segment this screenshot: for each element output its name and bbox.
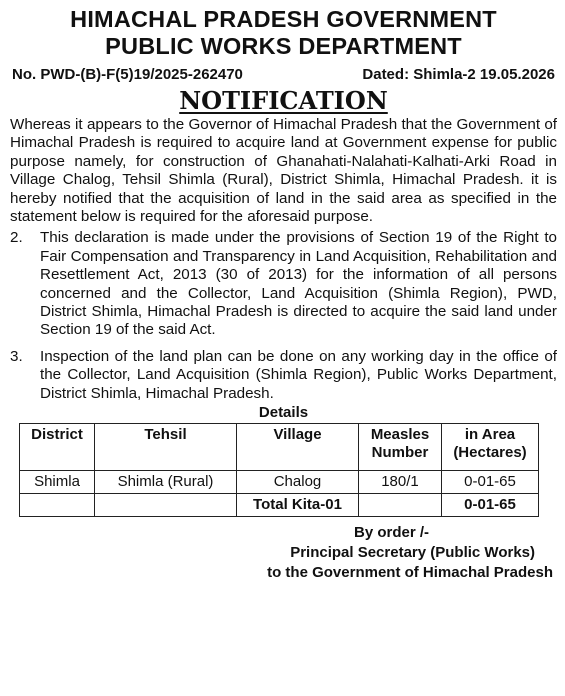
cell-area: 0-01-65 [442,471,539,494]
col-district: District [20,424,95,471]
notification-heading [10,87,557,115]
total-area: 0-01-65 [442,494,539,517]
paragraph-3-text: Inspection of the land plan can be done on any working day in the office of the Collector, Land Acquisition (Shimla Region), Public Works Department, District Shimla, Himachal Pradesh. [40,347,557,402]
cell-empty [359,494,442,517]
col-area: in Area (Hectares) [442,424,539,471]
table-total-row [20,494,539,517]
signature-block [10,523,557,583]
cell-empty [20,494,95,517]
paragraph-1: Whereas it appears to the Governor of Himachal Pradesh that the Government of Himachal Pradesh is required to acquire land at Government expense for public purpose namely, for construction of Ghanahati-Nalahati-Kalhati-Arki Road in Village Chalog, Tehsil Shimla (Rural), District Shimla, Himachal Pradesh. it is hereby notified that the acquisition of land in the said area as specified in the statement below is required for the aforesaid purpose. [10,116,557,226]
reference-number: No. PWD-(B)-F(5)19/2025-262470 [12,66,243,83]
total-label: Total Kita-01 [237,494,359,517]
details-heading: Details [258,404,309,422]
table-header-row [20,424,539,471]
cell-village: Chalog [237,471,359,494]
cell-district: Shimla [20,471,95,494]
paragraph-2-text: This declaration is made under the provisions of Section 19 of the Right to Fair Compensation and Transparency in Land Acquisition, Rehabilitation and Resettlement Act, 2013 (30 of 2013) for the information of all persons concerned and the Collector, Land Acquisition (Shimla Region), PWD, District Shimla, Himachal Pradesh is directed to acquire the said land under Section 19 of the said Act. [40,229,557,339]
by-order: By order /- [353,524,429,542]
paragraph-2 [10,229,557,339]
col-measles-number: Measles Number [359,424,442,471]
notification-title: NOTIFICATION [179,86,388,115]
cell-empty [95,494,237,517]
department-title: PUBLIC WORKS DEPARTMENT [105,33,462,59]
paragraph-3 [10,348,557,403]
signatory-org: to the Government of Himachal Pradesh [267,564,553,582]
dated-text: Dated: Shimla-2 19.05.2026 [362,66,555,83]
cell-tehsil: Shimla (Rural) [95,471,237,494]
paragraph-3-number: 3. [10,347,23,365]
reference-line [10,65,557,85]
table-row [20,471,539,494]
cell-measles-number: 180/1 [359,471,442,494]
col-village: Village [237,424,359,471]
details-table [19,423,539,517]
govt-title: HIMACHAL PRADESH GOVERNMENT [70,6,497,32]
paragraph-2-number: 2. [10,229,23,247]
col-tehsil: Tehsil [95,424,237,471]
signatory-title: Principal Secretary (Public Works) [290,544,535,562]
